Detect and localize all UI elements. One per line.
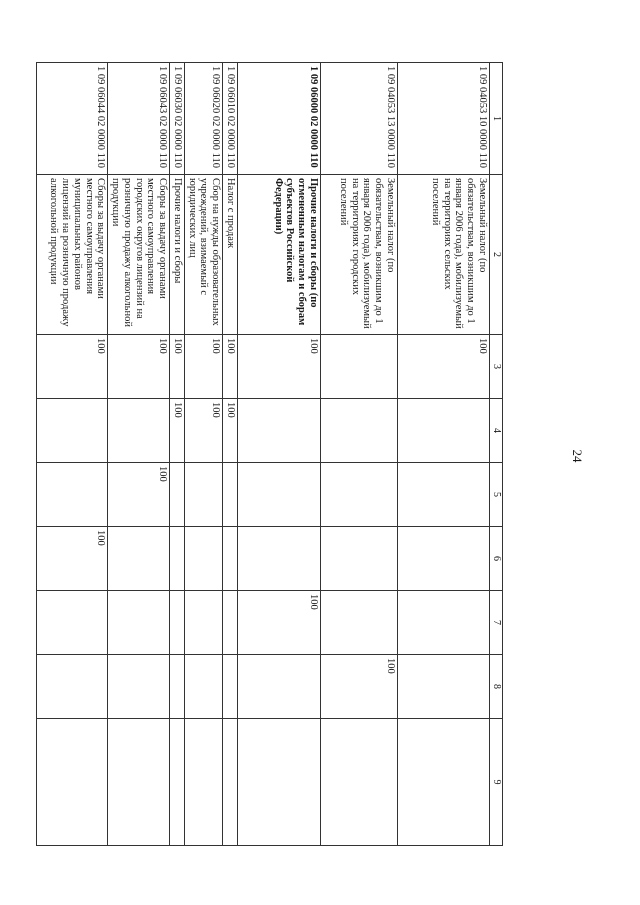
- table-row: [321, 63, 398, 846]
- value-cell: [398, 527, 490, 591]
- revenue-name-cell: Сбор на нужды образовательных учреждений, взимаемый с юридических лиц: [185, 175, 223, 335]
- budget-code-cell: 1 09 06000 02 0000 110: [238, 63, 321, 175]
- value-cell: [37, 655, 108, 719]
- value-cell: [321, 527, 398, 591]
- value-cell: [108, 719, 170, 846]
- revenue-name-cell: Земельный налог (по обязательствам, возникшим до 1 января 2006 года), мобилизуемый на территориях сельских поселений: [398, 175, 490, 335]
- value-cell: [321, 399, 398, 463]
- budget-code-cell: 1 09 06010 02 0000 110: [223, 63, 238, 175]
- table-row: [170, 63, 185, 846]
- budget-code-cell: 1 09 06030 02 0000 110: [170, 63, 185, 175]
- column-header: 4: [490, 399, 503, 463]
- value-cell: [170, 719, 185, 846]
- value-cell: [321, 719, 398, 846]
- value-cell: [223, 591, 238, 655]
- column-header: 5: [490, 463, 503, 527]
- budget-code-cell: 1 09 06044 02 0000 110: [37, 63, 108, 175]
- column-header: 7: [490, 591, 503, 655]
- value-cell: 100: [238, 335, 321, 399]
- value-cell: [108, 399, 170, 463]
- value-cell: 100: [398, 335, 490, 399]
- table-frame: [48, 62, 503, 845]
- revenue-name-cell: Налог с продаж: [223, 175, 238, 335]
- value-cell: 100: [185, 335, 223, 399]
- table-row: [398, 63, 490, 846]
- value-cell: [185, 655, 223, 719]
- column-header: 6: [490, 527, 503, 591]
- value-cell: [238, 399, 321, 463]
- column-header: 1: [490, 63, 503, 175]
- value-cell: [170, 591, 185, 655]
- value-cell: [185, 719, 223, 846]
- value-cell: [398, 463, 490, 527]
- table-row: [185, 63, 223, 846]
- value-cell: [108, 527, 170, 591]
- value-cell: 100: [108, 463, 170, 527]
- value-cell: [223, 719, 238, 846]
- value-cell: [108, 591, 170, 655]
- value-cell: [398, 719, 490, 846]
- value-cell: [37, 463, 108, 527]
- value-cell: [37, 719, 108, 846]
- value-cell: [321, 463, 398, 527]
- value-cell: 100: [321, 655, 398, 719]
- value-cell: [185, 527, 223, 591]
- value-cell: 100: [238, 591, 321, 655]
- table-row: [223, 63, 238, 846]
- table-row: [238, 63, 321, 846]
- budget-code-cell: 1 09 04053 10 0000 110: [398, 63, 490, 175]
- column-header: 3: [490, 335, 503, 399]
- value-cell: [170, 655, 185, 719]
- budget-classification-table: [37, 62, 504, 846]
- page-number: 24: [570, 449, 585, 463]
- value-cell: [223, 527, 238, 591]
- value-cell: 100: [170, 335, 185, 399]
- value-cell: [238, 463, 321, 527]
- value-cell: [185, 463, 223, 527]
- budget-code-cell: 1 09 06043 02 0000 110: [108, 63, 170, 175]
- value-cell: [108, 655, 170, 719]
- value-cell: 100: [185, 399, 223, 463]
- budget-code-cell: 1 09 06020 02 0000 110: [185, 63, 223, 175]
- column-header: 8: [490, 655, 503, 719]
- budget-code-cell: 1 09 04053 13 0000 110: [321, 63, 398, 175]
- revenue-name-cell: Сборы за выдачу органами местного самоуправления муниципальных районов лицензий на розничную продажу алкогольной продукции: [37, 175, 108, 335]
- value-cell: [398, 591, 490, 655]
- column-header: 2: [490, 175, 503, 335]
- value-cell: [238, 527, 321, 591]
- table-row: [108, 63, 170, 846]
- value-cell: [170, 463, 185, 527]
- value-cell: [37, 399, 108, 463]
- header-row: [490, 63, 503, 846]
- value-cell: [170, 527, 185, 591]
- value-cell: [223, 463, 238, 527]
- value-cell: [238, 719, 321, 846]
- value-cell: [398, 655, 490, 719]
- revenue-name-cell: Земельный налог (по обязательствам, возникшим до 1 января 2006 года), мобилизуемый на территориях городских поселений: [321, 175, 398, 335]
- value-cell: [223, 655, 238, 719]
- table-row: [37, 63, 108, 846]
- value-cell: [37, 591, 108, 655]
- value-cell: [398, 399, 490, 463]
- revenue-name-cell: Прочие налоги и сборы: [170, 175, 185, 335]
- value-cell: 100: [108, 335, 170, 399]
- value-cell: 100: [170, 399, 185, 463]
- revenue-name-cell: Прочие налоги и сборы (по отмененным налогам и сборам субъектов Российской Федерации): [238, 175, 321, 335]
- value-cell: [321, 591, 398, 655]
- revenue-name-cell: Сборы за выдачу органами местного самоуправления городских округов лицензий на розничную продажу алкогольной продукции: [108, 175, 170, 335]
- value-cell: [185, 591, 223, 655]
- column-header: 9: [490, 719, 503, 846]
- value-cell: 100: [223, 399, 238, 463]
- value-cell: [321, 335, 398, 399]
- value-cell: [238, 655, 321, 719]
- value-cell: 100: [37, 335, 108, 399]
- value-cell: 100: [223, 335, 238, 399]
- value-cell: 100: [37, 527, 108, 591]
